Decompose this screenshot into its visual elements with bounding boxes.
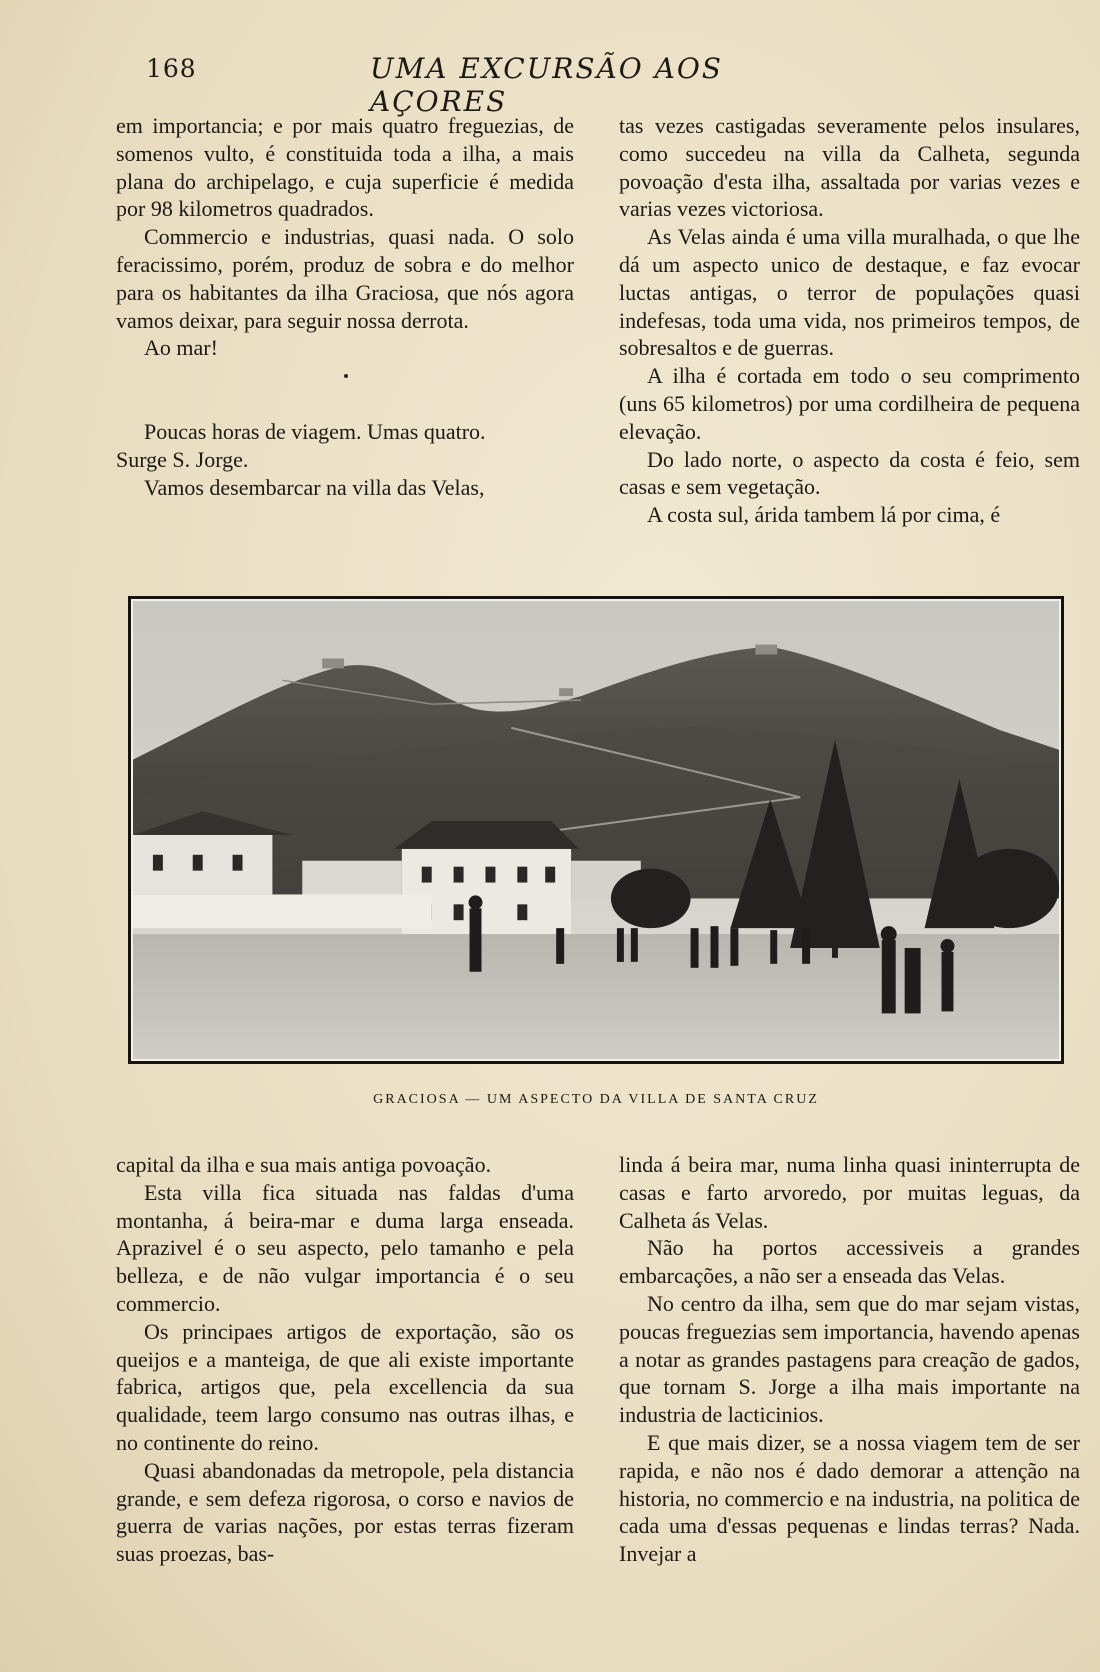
- paragraph: As Velas ainda é uma villa muralhada, o que lhe dá um aspecto unico de destaque, e faz evocar luctas antigas, o terror de populações quasi indefesas, toda uma vida, nos primeiros tempos, de sobresaltos e de guerras.: [619, 224, 1080, 361]
- paragraph: em importancia; e por mais quatro freguezias, de somenos vulto, é constituida toda a ilha, a mais plana do archipelago, e cuja superficie é medida por 98 kilometros quadrados.: [116, 113, 574, 222]
- paragraph: No centro da ilha, sem que do mar sejam vistas, poucas freguezias sem importancia, havendo apenas a notar as grandes pastagens para creação de gados, que tornam S. Jorge a ilha mais importante na industria de lacticinios.: [619, 1290, 1080, 1428]
- paragraph: Não ha portos accessiveis a grandes embarcações, a não ser a enseada das Velas.: [619, 1235, 1080, 1289]
- paragraph: capital da ilha e sua mais antiga povoação.: [116, 1152, 492, 1177]
- paragraph: Ao mar!: [144, 335, 218, 361]
- text-column-bottom-right: [619, 1151, 1080, 1568]
- text-column-top-right: [619, 112, 1080, 529]
- town-photo-illustration: [133, 601, 1059, 1059]
- paragraph: A costa sul, árida tambem lá por cima, é: [647, 502, 1001, 528]
- paragraph: Surge S. Jorge.: [116, 446, 249, 472]
- paragraph: Quasi abandonadas da metropole, pela distancia grande, e sem defeza rigorosa, o corso e navios de guerra de varias nações, por estas terras fizeram suas proezas, bas-: [116, 1457, 574, 1567]
- photograph: [128, 596, 1064, 1064]
- text-column-top-left: [116, 112, 574, 502]
- paragraph: Esta villa fica situada nas faldas d'uma montanha, á beira-mar e duma larga enseada. Aprazivel é o seu aspecto, pelo tamanho e pela belleza, e de não vulgar importancia é o seu commercio.: [116, 1179, 574, 1316]
- paragraph: tas vezes castigadas severamente pelos insulares, como succedeu na villa da Calheta, segunda povoação d'esta ilha, assaltada por varias vezes e varias vezes victoriosa.: [619, 113, 1080, 222]
- paragraph: Do lado norte, o aspecto da costa é feio, sem casas e sem vegetação.: [619, 446, 1080, 500]
- running-title: UMA EXCURSÃO AOS AÇORES: [370, 52, 723, 118]
- paragraph: E que mais dizer, se a nossa viagem tem de ser rapida, e não nos é dado demorar a attenção na historia, no commercio e na industria, na politica de cada uma d'essas pequenas e lindas terras? Nada. Invejar a: [619, 1429, 1080, 1567]
- figure-caption: GRACIOSA — UM ASPECTO DA VILLA DE SANTA CRUZ: [373, 1092, 819, 1107]
- section-break-ornament: [116, 362, 574, 390]
- paragraph: Commercio e industrias, quasi nada. O solo feracissimo, porém, produz de sobra e do melhor para os habitantes da ilha Graciosa, que nós agora vamos deixar, para seguir nossa derrota.: [116, 224, 574, 333]
- paragraph: Poucas horas de viagem. Umas quatro.: [144, 419, 486, 445]
- text-column-bottom-left: [116, 1151, 574, 1568]
- paragraph: Os principaes artigos de exportação, são os queijos e a manteiga, de que ali existe importante fabrica, artigos que, pela excellencia da sua qualidade, teem largo consumo nas outras ilhas, e no continente do reino.: [116, 1318, 574, 1455]
- paragraph: A ilha é cortada em todo o seu comprimento (uns 65 kilometros) por uma cordilheira de pequena elevação.: [619, 363, 1080, 444]
- paragraph: Vamos desembarcar na villa das Velas,: [144, 474, 485, 500]
- paragraph: linda á beira mar, numa linha quasi ininterrupta de casas e farto arvoredo, por muitas leguas, da Calheta ás Velas.: [619, 1152, 1080, 1233]
- page-number: 168: [146, 54, 197, 83]
